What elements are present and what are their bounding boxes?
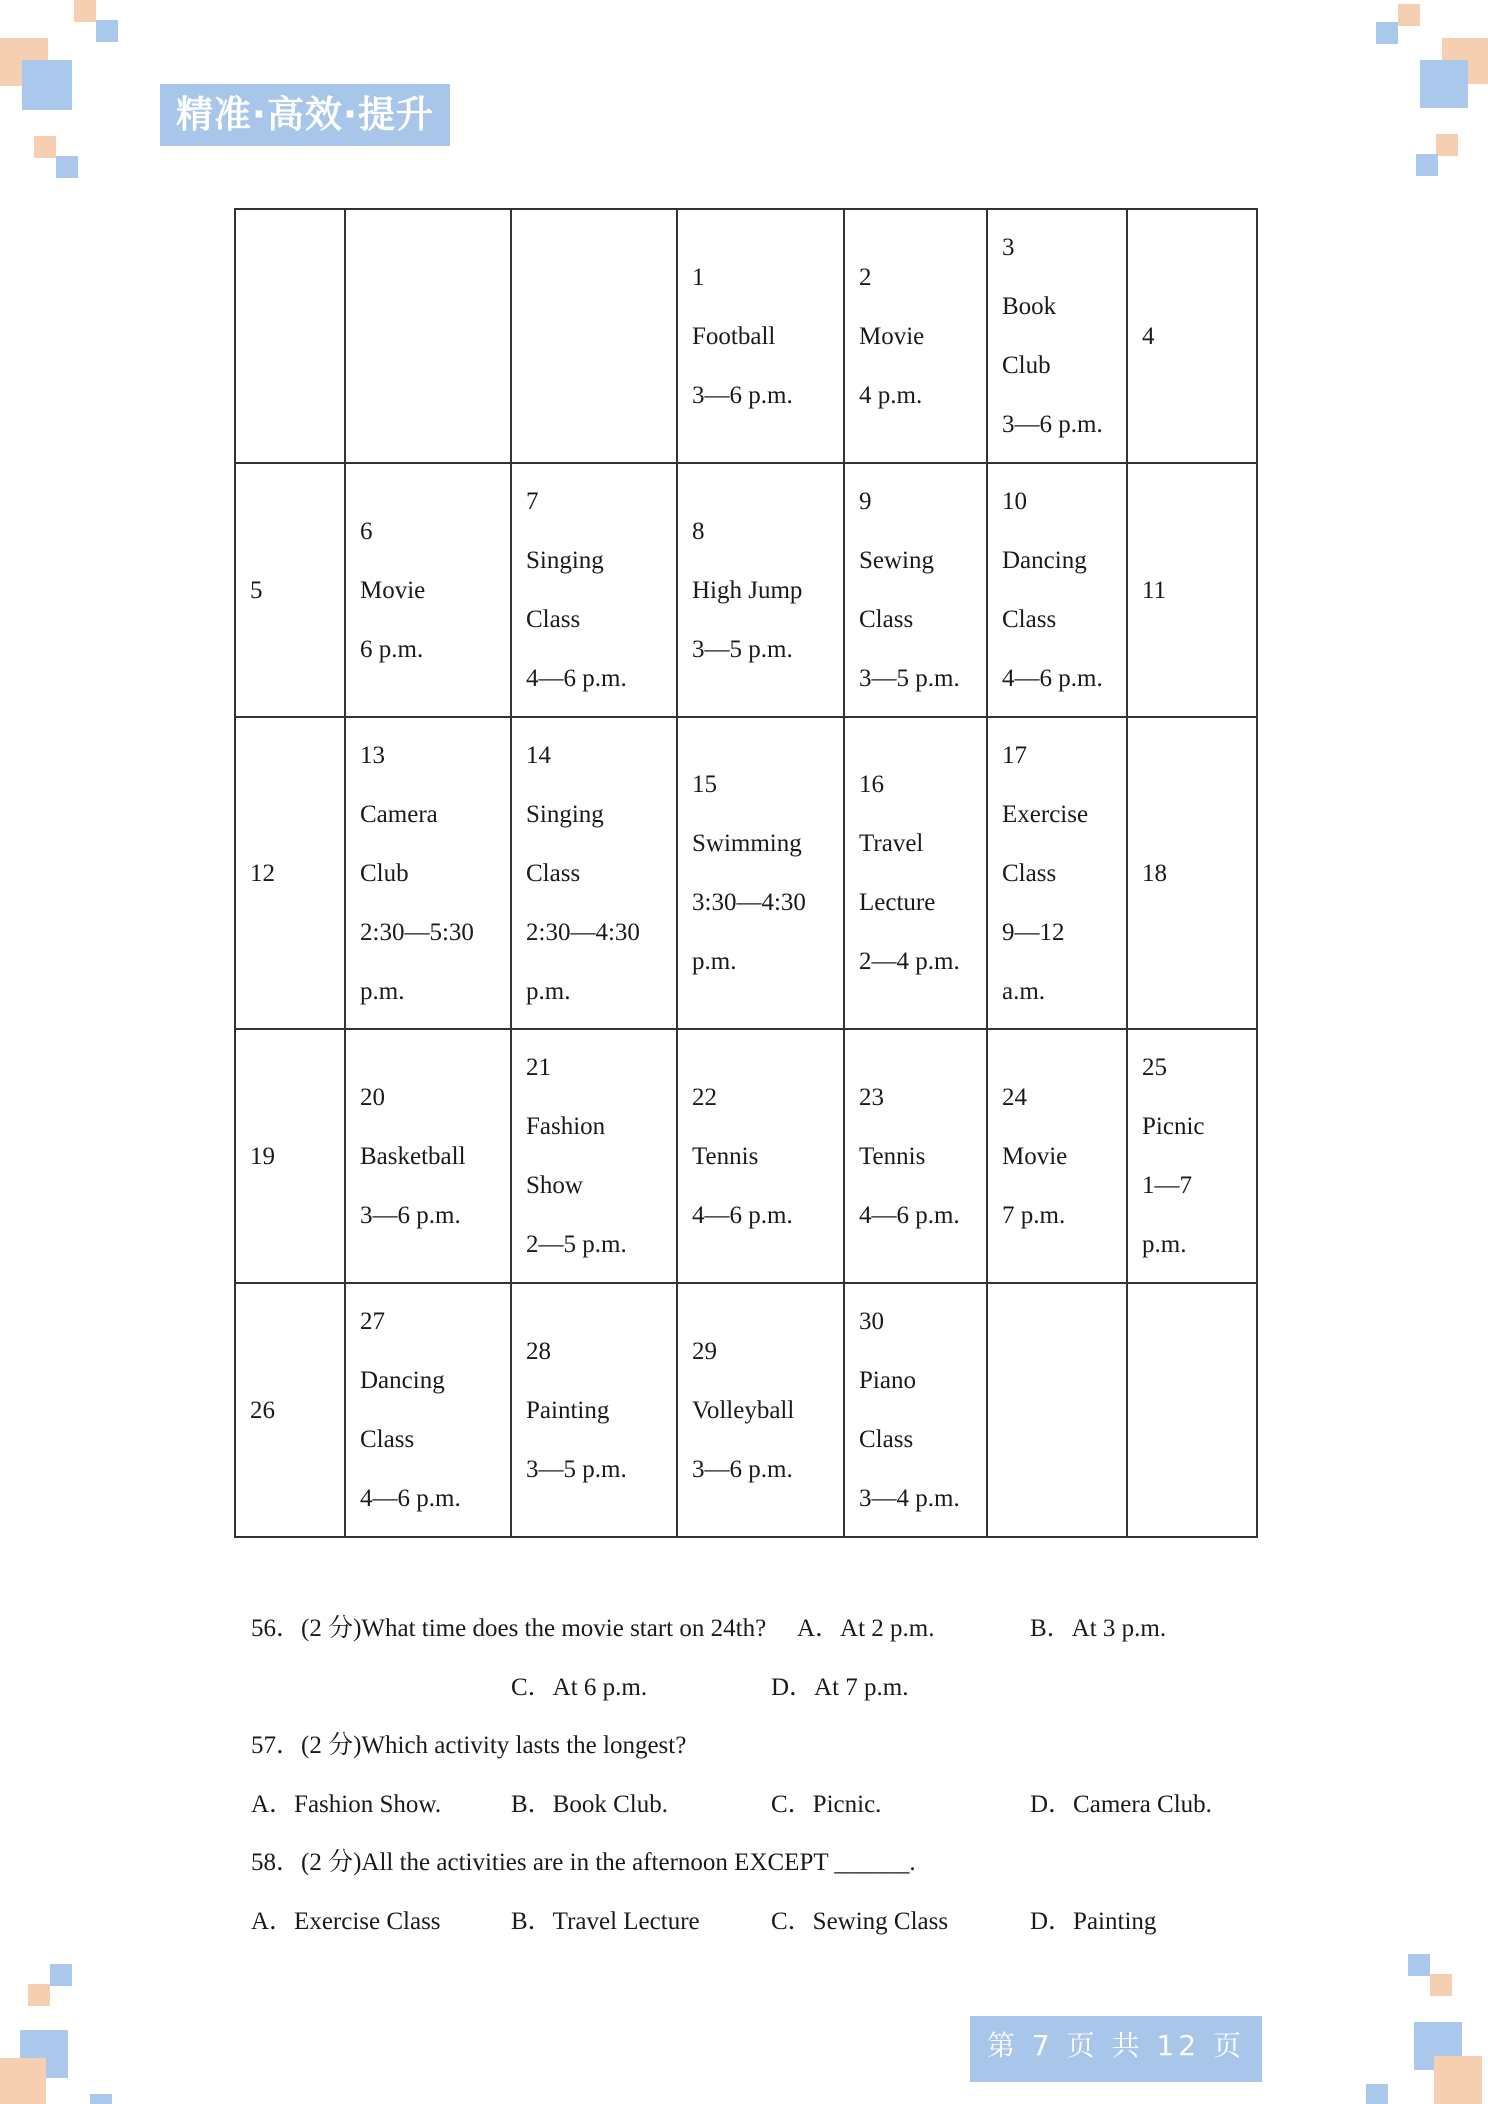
activity-text: Class — [1002, 859, 1057, 887]
calendar-day-cell — [511, 1029, 677, 1283]
day-number: 29 — [692, 1337, 717, 1365]
calendar-day-cell — [345, 209, 511, 463]
activity-text: 3—5 p.m. — [526, 1455, 627, 1483]
day-number: 26 — [250, 1396, 275, 1424]
activity-text: Sewing — [859, 547, 934, 574]
calendar-week-row — [235, 717, 1257, 1029]
activity-text: Camera — [360, 800, 438, 828]
activity-text: Class — [526, 606, 581, 633]
activity-text: a.m. — [1002, 977, 1046, 1005]
calendar-day-cell — [1127, 1029, 1257, 1283]
day-number: 28 — [526, 1337, 551, 1365]
question-57-options — [251, 1776, 1271, 1835]
calendar-day-cell — [1127, 717, 1257, 1029]
day-number: 23 — [859, 1083, 884, 1111]
activity-text: Fashion — [526, 1113, 606, 1140]
day-number: 16 — [859, 771, 884, 798]
option-57-a: A．Fashion Show. — [251, 1790, 442, 1818]
day-number: 5 — [250, 576, 263, 604]
activity-text: Tennis — [859, 1142, 926, 1170]
activity-text: Painting — [526, 1396, 610, 1424]
activity-text: Book — [1002, 293, 1057, 320]
activity-text: 2:30—4:30 — [526, 918, 640, 946]
calendar-day-cell — [345, 1283, 511, 1537]
option-56-b: B．At 3 p.m. — [1030, 1615, 1167, 1642]
day-number: 24 — [1002, 1083, 1027, 1111]
activity-text: 2—4 p.m. — [859, 948, 960, 975]
activity-text: Club — [1002, 352, 1051, 379]
header-banner: 精准·高效·提升 — [160, 84, 450, 146]
activity-text: 4 p.m. — [859, 381, 923, 409]
activity-text: 4—6 p.m. — [360, 1485, 461, 1512]
activity-text: p.m. — [692, 948, 737, 975]
activity-text: Class — [859, 606, 914, 633]
option-58-a: A．Exercise Class — [251, 1907, 441, 1935]
option-58-c: C．Sewing Class — [771, 1907, 949, 1935]
activity-text: 2—5 p.m. — [526, 1231, 627, 1258]
corner-decoration-bottom-right — [1360, 1950, 1488, 2104]
option-58-d: D．Painting — [1030, 1907, 1157, 1935]
activity-text: 3—6 p.m. — [692, 381, 793, 409]
calendar-day-cell — [677, 1283, 844, 1537]
calendar-day-cell — [987, 1283, 1127, 1537]
corner-decoration-top-right — [1360, 0, 1488, 180]
calendar-day-cell — [844, 1283, 987, 1537]
question-56 — [251, 1600, 1271, 1659]
calendar-day-cell — [677, 717, 844, 1029]
corner-decoration-bottom-left — [0, 1950, 130, 2104]
activity-text: Football — [692, 322, 776, 350]
activity-text: Movie — [1002, 1142, 1068, 1170]
day-number: 2 — [859, 263, 872, 291]
activity-text: p.m. — [360, 977, 405, 1005]
calendar-day-cell — [844, 209, 987, 463]
day-number: 18 — [1142, 859, 1167, 887]
activity-text: 3:30—4:30 — [692, 889, 806, 916]
option-57-c: C．Picnic. — [771, 1790, 882, 1818]
day-number: 30 — [859, 1308, 884, 1335]
calendar-day-cell — [987, 1029, 1127, 1283]
day-number: 13 — [360, 741, 385, 769]
activity-text: Exercise — [1002, 800, 1089, 828]
question-57-stem: 57．(2 分)Which activity lasts the longest? — [251, 1732, 687, 1759]
activity-text: 7 p.m. — [1002, 1201, 1066, 1229]
day-number: 7 — [526, 488, 539, 515]
calendar-day-cell — [235, 1029, 345, 1283]
calendar-day-cell — [345, 1029, 511, 1283]
activity-text: Basketball — [360, 1142, 466, 1170]
calendar-day-cell — [235, 463, 345, 717]
day-number: 22 — [692, 1083, 717, 1111]
calendar-week-row — [235, 1029, 1257, 1283]
calendar-week-row — [235, 209, 1257, 463]
activity-text: 6 p.m. — [360, 635, 424, 663]
calendar-day-cell — [511, 1283, 677, 1537]
page-number-footer: 第 7 页 共 12 页 — [970, 2016, 1262, 2082]
option-57-b: B．Book Club. — [511, 1790, 668, 1818]
option-58-b: B．Travel Lecture — [511, 1907, 700, 1935]
activity-text: Lecture — [859, 889, 936, 916]
activity-text: Volleyball — [692, 1396, 795, 1424]
calendar-day-cell — [844, 463, 987, 717]
activity-text: Travel — [859, 830, 924, 857]
activity-text: Dancing — [1002, 547, 1087, 574]
activity-text: 4—6 p.m. — [859, 1201, 960, 1229]
activity-text: Singing — [526, 547, 604, 574]
option-56-c: C．At 6 p.m. — [511, 1673, 648, 1701]
day-number: 8 — [692, 517, 705, 545]
activity-text: Club — [360, 859, 409, 887]
activity-text: Tennis — [692, 1142, 759, 1170]
activity-text: Movie — [859, 322, 925, 350]
day-number: 14 — [526, 741, 551, 769]
activity-text: Class — [1002, 606, 1057, 633]
day-number: 15 — [692, 771, 717, 798]
activity-text: p.m. — [526, 977, 571, 1005]
activity-text: 3—5 p.m. — [859, 665, 960, 692]
calendar-day-cell — [235, 1283, 345, 1537]
calendar-week-row — [235, 1283, 1257, 1537]
activity-text: 2:30—5:30 — [360, 918, 474, 946]
activity-text: 1—7 — [1142, 1172, 1192, 1199]
calendar-day-cell — [345, 717, 511, 1029]
activity-text: 3—6 p.m. — [360, 1201, 461, 1229]
calendar-day-cell — [677, 209, 844, 463]
question-56-stem: 56．(2 分)What time does the movie start on 24th? — [251, 1615, 767, 1642]
option-56-d: D．At 7 p.m. — [771, 1673, 909, 1701]
day-number: 4 — [1142, 322, 1155, 350]
activity-text: p.m. — [1142, 1231, 1187, 1258]
activity-text: 3—5 p.m. — [692, 635, 793, 663]
activity-text: 3—6 p.m. — [692, 1455, 793, 1483]
activity-text: Movie — [360, 576, 426, 604]
calendar-day-cell — [345, 463, 511, 717]
question-58-stem: 58．(2 分)All the activities are in the afternoon EXCEPT ______. — [251, 1849, 916, 1876]
day-number: 27 — [360, 1308, 385, 1335]
activity-text: 3—4 p.m. — [859, 1485, 960, 1512]
corner-decoration-top-left — [0, 0, 130, 180]
question-57 — [251, 1717, 1271, 1776]
calendar-week-row — [235, 463, 1257, 717]
calendar-day-cell — [987, 209, 1127, 463]
activity-text: Piano — [859, 1367, 916, 1394]
calendar-day-cell — [235, 717, 345, 1029]
day-number: 21 — [526, 1054, 551, 1081]
calendar-day-cell — [511, 463, 677, 717]
calendar-day-cell — [677, 1029, 844, 1283]
calendar-day-cell — [1127, 463, 1257, 717]
calendar-day-cell — [235, 209, 345, 463]
calendar-day-cell — [677, 463, 844, 717]
activity-text: Dancing — [360, 1367, 445, 1394]
activity-calendar-table — [234, 208, 1258, 1538]
activity-text: Singing — [526, 800, 604, 828]
activity-text: Class — [526, 859, 581, 887]
option-57-d: D．Camera Club. — [1030, 1790, 1212, 1818]
day-number: 19 — [250, 1142, 275, 1170]
calendar-day-cell — [1127, 209, 1257, 463]
activity-text: High Jump — [692, 576, 803, 604]
activity-text: 3—6 p.m. — [1002, 411, 1103, 438]
option-56-a: A．At 2 p.m. — [797, 1615, 935, 1642]
question-58 — [251, 1834, 1271, 1893]
calendar-day-cell — [844, 717, 987, 1029]
day-number: 12 — [250, 859, 275, 887]
activity-text: Picnic — [1142, 1113, 1205, 1140]
calendar-day-cell — [987, 463, 1127, 717]
day-number: 20 — [360, 1083, 385, 1111]
activity-text: 4—6 p.m. — [692, 1201, 793, 1229]
activity-text: Class — [859, 1426, 914, 1453]
calendar-day-cell — [511, 209, 677, 463]
day-number: 11 — [1142, 576, 1167, 604]
day-number: 10 — [1002, 488, 1027, 515]
activity-text: Show — [526, 1172, 583, 1199]
day-number: 25 — [1142, 1054, 1167, 1081]
day-number: 3 — [1002, 234, 1015, 261]
questions-section — [251, 1600, 1271, 1951]
calendar-day-cell — [844, 1029, 987, 1283]
question-56-options — [251, 1659, 1271, 1718]
activity-text: 4—6 p.m. — [1002, 665, 1103, 692]
activity-text: 4—6 p.m. — [526, 665, 627, 692]
calendar-day-cell — [1127, 1283, 1257, 1537]
activity-text: Swimming — [692, 830, 802, 857]
calendar-day-cell — [987, 717, 1127, 1029]
activity-text: Class — [360, 1426, 415, 1453]
day-number: 1 — [692, 263, 705, 291]
calendar-day-cell — [511, 717, 677, 1029]
question-58-options — [251, 1893, 1271, 1952]
day-number: 17 — [1002, 741, 1027, 769]
activity-text: 9—12 — [1002, 918, 1065, 946]
day-number: 6 — [360, 517, 373, 545]
day-number: 9 — [859, 488, 872, 515]
